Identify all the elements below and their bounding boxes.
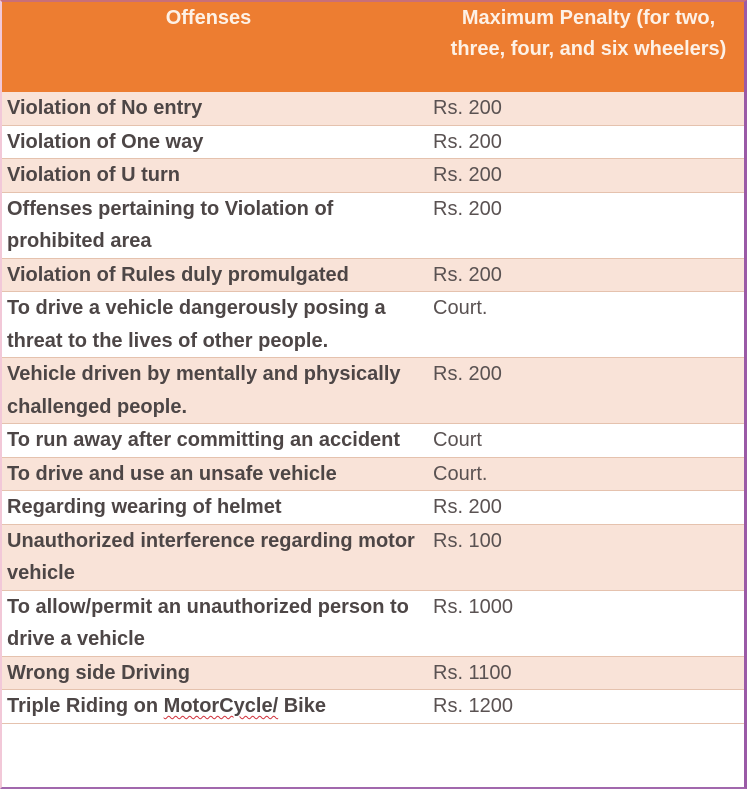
table-row [0, 258, 744, 292]
penalty-cell: Rs. 200 [423, 92, 744, 125]
offense-cell: Violation of One way [0, 125, 423, 159]
offense-cell: Violation of U turn [0, 159, 423, 193]
offense-text-part: Triple Riding on [7, 695, 164, 717]
offense-cell: Offenses pertaining to Violation of prohibited area [0, 192, 423, 258]
penalty-cell: Rs. 200 [423, 258, 744, 292]
offense-cell: Regarding wearing of helmet [0, 491, 423, 525]
spellcheck-flagged-word[interactable]: MotorCycle/ [163, 695, 279, 717]
penalty-cell: Rs. 200 [423, 159, 744, 193]
offense-text-part: Bike [278, 695, 326, 717]
offense-cell [0, 690, 423, 724]
offense-cell: To drive and use an unsafe vehicle [0, 457, 423, 491]
table-row [0, 125, 744, 159]
penalty-cell: Rs. 200 [423, 125, 744, 159]
penalty-cell: Rs. 200 [423, 192, 744, 258]
offense-cell: To allow/permit an unauthorized person to drive a vehicle [0, 590, 423, 656]
table-row [0, 424, 744, 458]
penalty-cell: Rs. 200 [423, 358, 744, 424]
table-row [0, 358, 744, 424]
offense-cell: To run away after committing an accident [0, 424, 423, 458]
penalty-cell: Rs. 1100 [423, 656, 744, 690]
table-row [0, 656, 744, 690]
table-body [0, 92, 744, 723]
offense-cell: Unauthorized interference regarding motor vehicle [0, 524, 423, 590]
penalty-cell: Rs. 1000 [423, 590, 744, 656]
column-header-max-penalty: Maximum Penalty (for two, three, four, and six wheelers) [423, 0, 744, 92]
table-header [0, 0, 744, 92]
table-row [0, 159, 744, 193]
column-header-offenses: Offenses [0, 0, 423, 92]
table-row [0, 92, 744, 125]
penalty-cell: Court. [423, 457, 744, 491]
offense-cell: Violation of No entry [0, 92, 423, 125]
penalty-cell: Court. [423, 292, 744, 358]
table-row [0, 524, 744, 590]
penalty-cell: Rs. 100 [423, 524, 744, 590]
table-row [0, 590, 744, 656]
table-row [0, 690, 744, 724]
offense-cell: Violation of Rules duly promulgated [0, 258, 423, 292]
table-row [0, 491, 744, 525]
offense-cell: To drive a vehicle dangerously posing a threat to the lives of other people. [0, 292, 423, 358]
header-row [0, 0, 744, 92]
offense-cell: Wrong side Driving [0, 656, 423, 690]
table-row [0, 457, 744, 491]
penalty-cell: Rs. 1200 [423, 690, 744, 724]
penalty-cell: Rs. 200 [423, 491, 744, 525]
table-row [0, 192, 744, 258]
offense-cell: Vehicle driven by mentally and physically challenged people. [0, 358, 423, 424]
table-row [0, 292, 744, 358]
penalty-cell: Court [423, 424, 744, 458]
